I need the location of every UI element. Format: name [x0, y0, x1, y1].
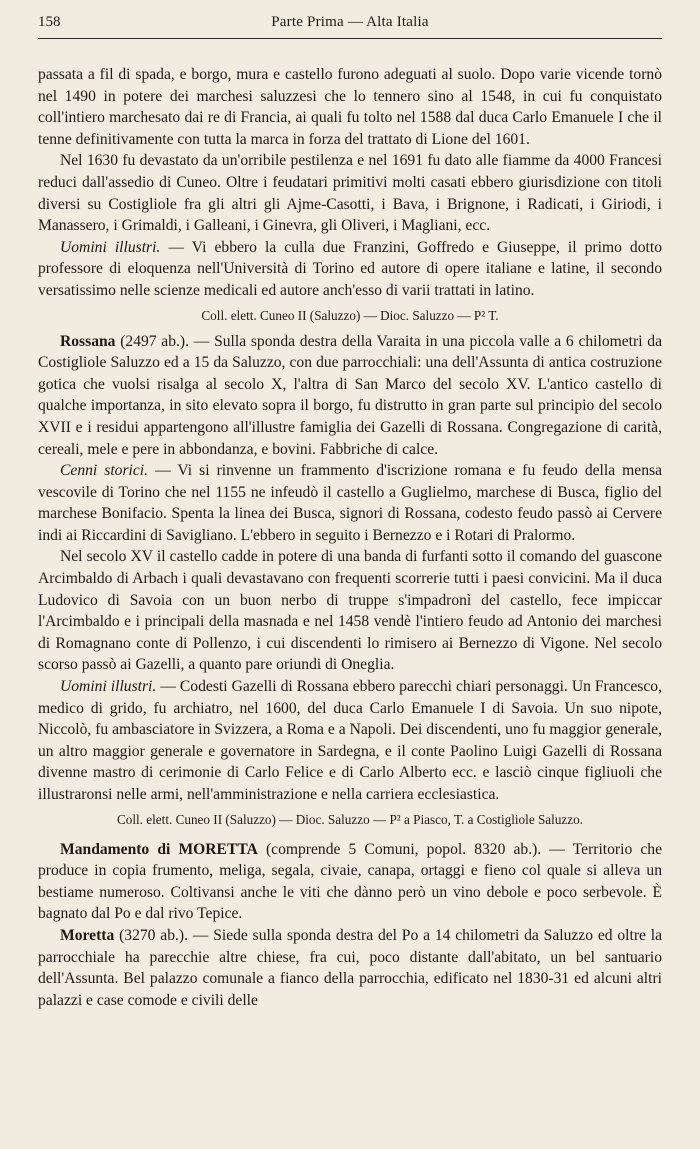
- electoral-note-1: Coll. elett. Cuneo II (Saluzzo) — Dioc. Saluzzo — P² T.: [201, 307, 499, 323]
- paragraph-uomini-illustri-rossana: [38, 676, 662, 806]
- paragraph-text: — Codesti Gazelli di Rossana ebbero parecchi chiari personaggi. Un Francesco, medico di grido, fu archiatro, nel 1600, del duca Carlo Emanuele I di Savoia. Un suo nipote, Niccolò, fu ambasciatore in Svizzera, a Roma e a Napoli. Dei discendenti, uno fu maggior generale, un altro maggior generale e governatore in Sardegna, e il conte Paolino Luigi Gazelli di Rossana divenne mastro di cerimonie di Carlo Felice e di Carlo Alberto ecc. e lasciò cinque figliuoli che illustraronsi nelle armi, nell'amministrazione e nella carriera ecclesiastica.: [38, 678, 662, 803]
- paragraph-text: — Vi si rinvenne un frammento d'iscrizione romana e fu feudo della mensa vescovile di Torino che nel 1155 ne infeudò il castello a Guglielmo, marchese di Busca, figlio del marchese Bonifacio. Spenta la linea dei Busca, signori di Rossana, codesto feudo passò ai Cervere indi ai Riccardini di Savigliano. L'ebbero in seguito i Bernezzo e i Rotari di Pralormo.: [38, 462, 662, 544]
- entry-rossana: [38, 331, 662, 461]
- entry-heading: Rossana: [60, 332, 116, 350]
- section-label: Cenni storici.: [60, 462, 149, 480]
- section-label: Uomini illustri.: [60, 238, 161, 256]
- entry-heading: Mandamento di MORETTA: [60, 840, 258, 858]
- paragraph-castello: Nel secolo XV il castello cadde in potere di una banda di furfanti sotto il comando del guascone Arcimbaldo di Arbach i quali devastavano con frequenti scorrerie tutti i paesi convicini. Ma il duca Ludovico di Savoia con un buon nerbo di truppe s'impadronì del castello, fece impiccar l'Arcimbaldo e i principali della masnada e nel 1458 vendè l'intiero feudo ad Antonio dei marchesi di Romagnano conte di Pollenzo, i cui discendenti lo rimisero ai Bernezzo di Vigone. Nel secolo scorso passò ai Gazelli, a quanto pare oriundi di Oneglia.: [38, 548, 662, 674]
- paragraph-continuation: passata a fil di spada, e borgo, mura e castello furono adeguati al suolo. Dopo varie vicende tornò nel 1490 in potere dei marchesi saluzzesi che lo tennero sino al 1548, in cui fu conquistato coll'intiero marchesato dai re di Francia, ai quali fu tolto nel 1588 dal duca Carlo Emanuele I che il tenne definitivamente con tutta la marca in forza del trattato di Lione del 1601.: [38, 66, 662, 148]
- running-title: Parte Prima — Alta Italia: [271, 14, 429, 30]
- entry-heading: Moretta: [60, 926, 115, 944]
- paragraph-text: — Vi ebbero la culla due Franzini, Goffredo e Giuseppe, il primo dotto professore di eloquenza nell'Università di Torino ed autore di opere italiane e latine, il secondo versatissimo nelle scienze medicali ed autore anch'esso di varii trattati in latino.: [38, 238, 662, 299]
- entry-text: (comprende 5 Comuni, popol. 8320 ab.). — Territorio che produce in copia frumento, meliga, segala, civaie, canapa, ortaggi e fieno col quale si alleva un bestiame numeroso. Coltivansi anche le viti che dànno però un vino debole e poco serbevole. È bagnato dal Po e dal rivo Tepice.: [38, 840, 662, 923]
- paragraph-pestilence: Nel 1630 fu devastato da un'orribile pestilenza e nel 1691 fu dato alle fiamme da 4000 Francesi reduci dall'assedio di Cuneo. Oltre i feudatari primitivi molti casati ebbero giurisdizione con titoli diversi su Costigliole fra gli altri gli Ajme-Casotti, i Bava, i Brignone, i Radicati, i Giriodi, i Manassero, i Grimaldi, i Galleani, i Ginevra, gli Oliveri, i Magliani, ecc.: [38, 152, 662, 235]
- entry-text: (2497 ab.). — Sulla sponda destra della Varaita in una piccola valle a 6 chilometri da Costigliole Saluzzo ed a 15 da Saluzzo, con due parrocchiali: una dell'Assunta di antica costruzione gotica che vuolsi risalga al secolo X, l'altra di San Marco del secolo XV. L'antico castello di qualche importanza, in sito elevato sopra il borgo, fu distrutto in gran parte sul principio del secolo XVII e i residui appartengono all'illustre famiglia dei Gazelli di Rossana. Congregazione di carità, cereali, mele e pere in abbondanza, e bovini. Fabbriche di calce.: [38, 332, 662, 458]
- paragraph-uomini-illustri-costigliole: [38, 237, 662, 302]
- electoral-note-2: Coll. elett. Cuneo II (Saluzzo) — Dioc. Saluzzo — P² a Piasco, T. a Costigliole Saluzzo.: [116, 811, 584, 827]
- page-number: 158: [38, 14, 61, 30]
- page-header: [38, 12, 662, 39]
- entry-mandamento-moretta: [38, 839, 662, 925]
- page-body: [38, 64, 662, 1011]
- entry-text: (3270 ab.). — Siede sulla sponda destra del Po a 14 chilometri da Saluzzo ed oltre la parrocchiale ha parecchie altre chiese, fra cui, poco distante dall'abitato, un bel santuario dell'Assunta. Bel palazzo comunale a fianco della parrocchia, edificato nel 1830-31 ed alcuni altri palazzi e case comode e civili delle: [38, 926, 662, 1009]
- paragraph-cenni-storici: [38, 460, 662, 546]
- section-label: Uomini illustri.: [60, 678, 157, 696]
- entry-moretta: [38, 925, 662, 1011]
